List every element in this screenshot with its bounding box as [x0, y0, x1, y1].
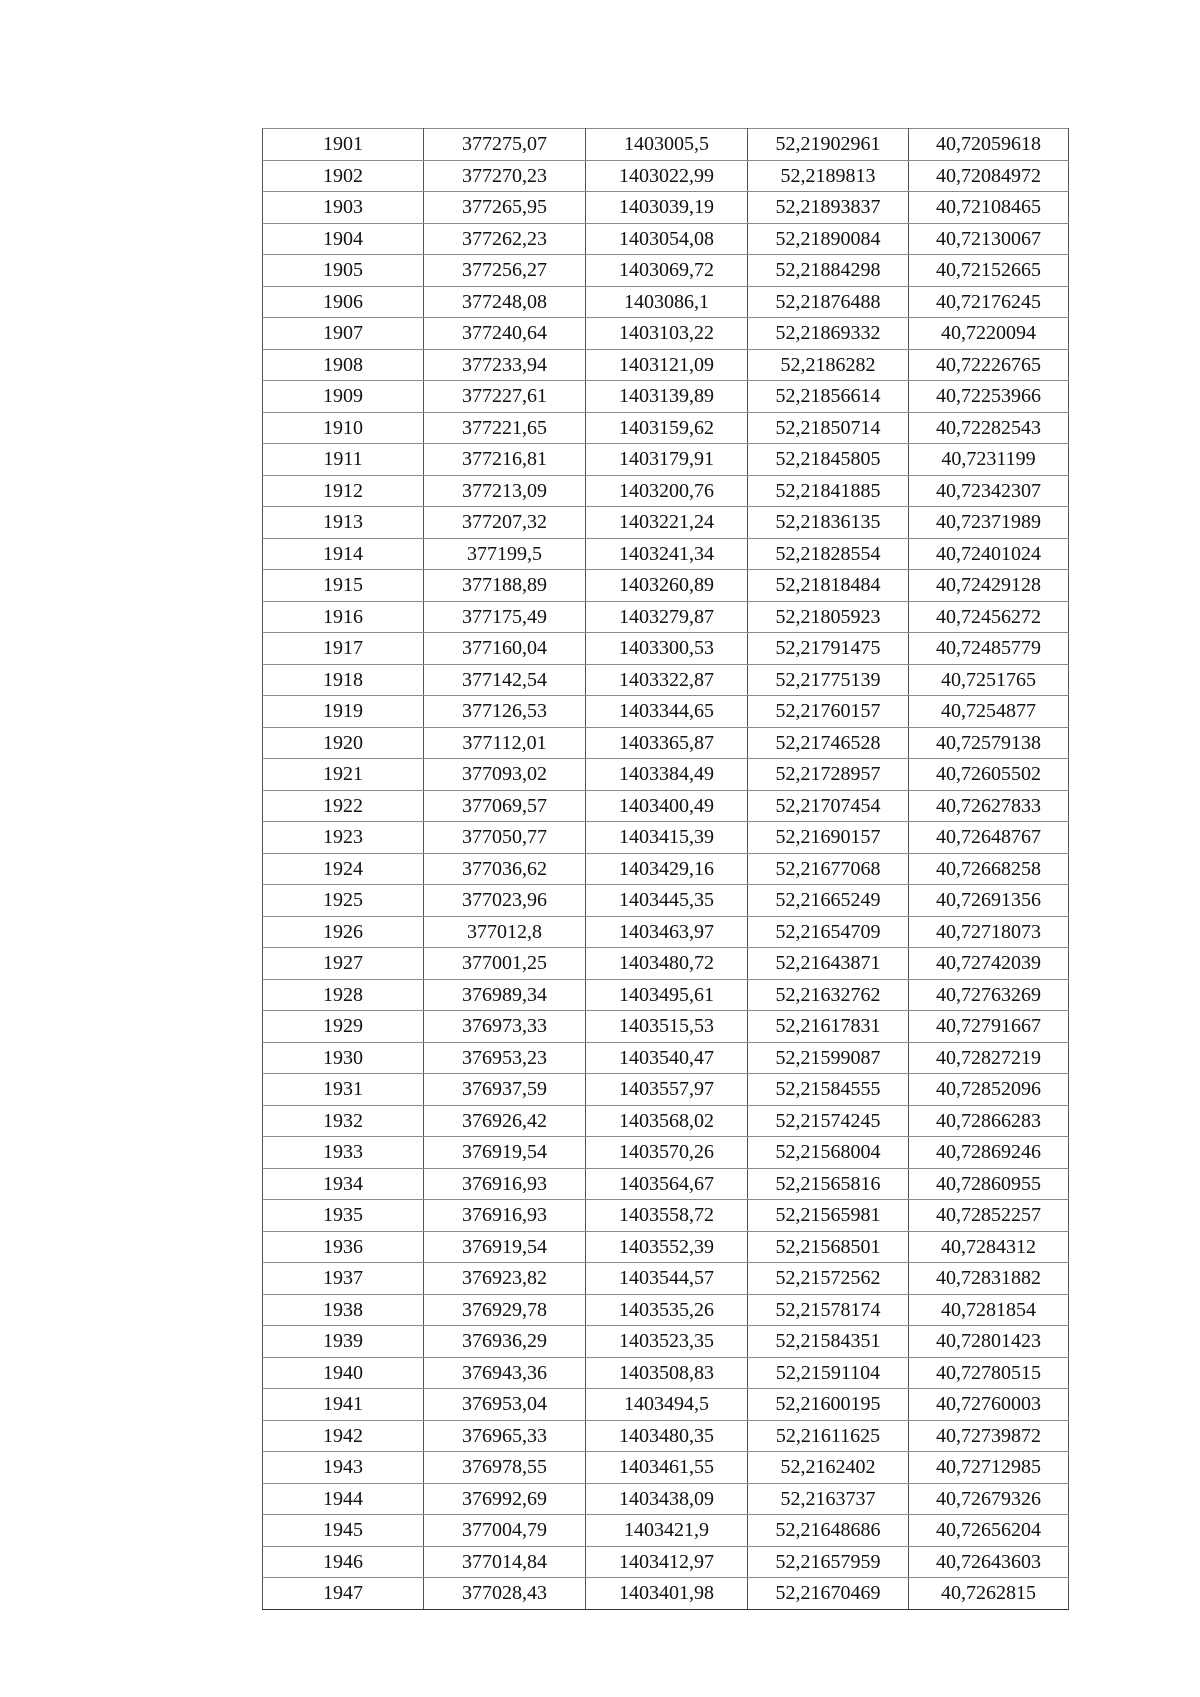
y-coordinate-cell: 1403461,55 — [586, 1452, 748, 1484]
table-row — [263, 570, 1069, 602]
x-coordinate-cell: 376923,82 — [424, 1263, 586, 1295]
longitude-cell: 40,72760003 — [909, 1389, 1069, 1421]
y-coordinate-cell: 1403540,47 — [586, 1042, 748, 1074]
y-coordinate-cell: 1403480,35 — [586, 1420, 748, 1452]
point-number-cell: 1921 — [263, 759, 424, 791]
table-row — [263, 1389, 1069, 1421]
x-coordinate-cell: 377262,23 — [424, 223, 586, 255]
point-number-cell: 1911 — [263, 444, 424, 476]
point-number-cell: 1935 — [263, 1200, 424, 1232]
table-row — [263, 1200, 1069, 1232]
point-number-cell: 1908 — [263, 349, 424, 381]
x-coordinate-cell: 376989,34 — [424, 979, 586, 1011]
table-row — [263, 916, 1069, 948]
table-row — [263, 633, 1069, 665]
y-coordinate-cell: 1403384,49 — [586, 759, 748, 791]
point-number-cell: 1945 — [263, 1515, 424, 1547]
longitude-cell: 40,7251765 — [909, 664, 1069, 696]
longitude-cell: 40,72718073 — [909, 916, 1069, 948]
latitude-cell: 52,21568004 — [748, 1137, 909, 1169]
latitude-cell: 52,21876488 — [748, 286, 909, 318]
point-number-cell: 1939 — [263, 1326, 424, 1358]
longitude-cell: 40,72869246 — [909, 1137, 1069, 1169]
latitude-cell: 52,21643871 — [748, 948, 909, 980]
longitude-cell: 40,72371989 — [909, 507, 1069, 539]
point-number-cell: 1938 — [263, 1294, 424, 1326]
longitude-cell: 40,72866283 — [909, 1105, 1069, 1137]
latitude-cell: 52,21869332 — [748, 318, 909, 350]
longitude-cell: 40,7284312 — [909, 1231, 1069, 1263]
longitude-cell: 40,72691356 — [909, 885, 1069, 917]
y-coordinate-cell: 1403568,02 — [586, 1105, 748, 1137]
table-row — [263, 1452, 1069, 1484]
table-row — [263, 790, 1069, 822]
x-coordinate-cell: 377012,8 — [424, 916, 586, 948]
x-coordinate-cell: 377112,01 — [424, 727, 586, 759]
point-number-cell: 1907 — [263, 318, 424, 350]
x-coordinate-cell: 377069,57 — [424, 790, 586, 822]
table-row — [263, 979, 1069, 1011]
x-coordinate-cell: 377227,61 — [424, 381, 586, 413]
table-row — [263, 349, 1069, 381]
y-coordinate-cell: 1403495,61 — [586, 979, 748, 1011]
y-coordinate-cell: 1403535,26 — [586, 1294, 748, 1326]
latitude-cell: 52,21565816 — [748, 1168, 909, 1200]
latitude-cell: 52,21574245 — [748, 1105, 909, 1137]
y-coordinate-cell: 1403086,1 — [586, 286, 748, 318]
longitude-cell: 40,72108465 — [909, 192, 1069, 224]
x-coordinate-cell: 376937,59 — [424, 1074, 586, 1106]
y-coordinate-cell: 1403557,97 — [586, 1074, 748, 1106]
x-coordinate-cell: 376919,54 — [424, 1231, 586, 1263]
longitude-cell: 40,7220094 — [909, 318, 1069, 350]
latitude-cell: 52,21884298 — [748, 255, 909, 287]
point-number-cell: 1927 — [263, 948, 424, 980]
point-number-cell: 1917 — [263, 633, 424, 665]
y-coordinate-cell: 1403005,5 — [586, 129, 748, 161]
latitude-cell: 52,21828554 — [748, 538, 909, 570]
point-number-cell: 1944 — [263, 1483, 424, 1515]
longitude-cell: 40,72780515 — [909, 1357, 1069, 1389]
latitude-cell: 52,21648686 — [748, 1515, 909, 1547]
x-coordinate-cell: 377233,94 — [424, 349, 586, 381]
table-row — [263, 1042, 1069, 1074]
table-row — [263, 286, 1069, 318]
point-number-cell: 1902 — [263, 160, 424, 192]
latitude-cell: 52,21836135 — [748, 507, 909, 539]
longitude-cell: 40,72648767 — [909, 822, 1069, 854]
y-coordinate-cell: 1403241,34 — [586, 538, 748, 570]
table-row — [263, 381, 1069, 413]
x-coordinate-cell: 377142,54 — [424, 664, 586, 696]
latitude-cell: 52,21584351 — [748, 1326, 909, 1358]
x-coordinate-cell: 376978,55 — [424, 1452, 586, 1484]
latitude-cell: 52,21893837 — [748, 192, 909, 224]
y-coordinate-cell: 1403400,49 — [586, 790, 748, 822]
x-coordinate-cell: 377001,25 — [424, 948, 586, 980]
x-coordinate-cell: 376936,29 — [424, 1326, 586, 1358]
table-row — [263, 129, 1069, 161]
point-number-cell: 1946 — [263, 1546, 424, 1578]
y-coordinate-cell: 1403279,87 — [586, 601, 748, 633]
x-coordinate-cell: 377036,62 — [424, 853, 586, 885]
point-number-cell: 1943 — [263, 1452, 424, 1484]
latitude-cell: 52,21845805 — [748, 444, 909, 476]
longitude-cell: 40,72852257 — [909, 1200, 1069, 1232]
y-coordinate-cell: 1403260,89 — [586, 570, 748, 602]
point-number-cell: 1906 — [263, 286, 424, 318]
y-coordinate-cell: 1403401,98 — [586, 1578, 748, 1610]
point-number-cell: 1934 — [263, 1168, 424, 1200]
y-coordinate-cell: 1403515,53 — [586, 1011, 748, 1043]
point-number-cell: 1942 — [263, 1420, 424, 1452]
y-coordinate-cell: 1403322,87 — [586, 664, 748, 696]
x-coordinate-cell: 376953,04 — [424, 1389, 586, 1421]
y-coordinate-cell: 1403480,72 — [586, 948, 748, 980]
longitude-cell: 40,72763269 — [909, 979, 1069, 1011]
longitude-cell: 40,7231199 — [909, 444, 1069, 476]
longitude-cell: 40,72712985 — [909, 1452, 1069, 1484]
table-row — [263, 1074, 1069, 1106]
y-coordinate-cell: 1403022,99 — [586, 160, 748, 192]
longitude-cell: 40,72130067 — [909, 223, 1069, 255]
point-number-cell: 1936 — [263, 1231, 424, 1263]
point-number-cell: 1925 — [263, 885, 424, 917]
table-row — [263, 1546, 1069, 1578]
x-coordinate-cell: 377014,84 — [424, 1546, 586, 1578]
point-number-cell: 1941 — [263, 1389, 424, 1421]
point-number-cell: 1901 — [263, 129, 424, 161]
y-coordinate-cell: 1403544,57 — [586, 1263, 748, 1295]
point-number-cell: 1915 — [263, 570, 424, 602]
longitude-cell: 40,72791667 — [909, 1011, 1069, 1043]
y-coordinate-cell: 1403300,53 — [586, 633, 748, 665]
latitude-cell: 52,21746528 — [748, 727, 909, 759]
longitude-cell: 40,72852096 — [909, 1074, 1069, 1106]
table-row — [263, 885, 1069, 917]
x-coordinate-cell: 377207,32 — [424, 507, 586, 539]
longitude-cell: 40,7262815 — [909, 1578, 1069, 1610]
x-coordinate-cell: 377275,07 — [424, 129, 586, 161]
table-row — [263, 948, 1069, 980]
longitude-cell: 40,72401024 — [909, 538, 1069, 570]
x-coordinate-cell: 377175,49 — [424, 601, 586, 633]
latitude-cell: 52,21670469 — [748, 1578, 909, 1610]
y-coordinate-cell: 1403054,08 — [586, 223, 748, 255]
point-number-cell: 1937 — [263, 1263, 424, 1295]
point-number-cell: 1924 — [263, 853, 424, 885]
table-row — [263, 1011, 1069, 1043]
y-coordinate-cell: 1403139,89 — [586, 381, 748, 413]
x-coordinate-cell: 377256,27 — [424, 255, 586, 287]
latitude-cell: 52,21791475 — [748, 633, 909, 665]
y-coordinate-cell: 1403039,19 — [586, 192, 748, 224]
point-number-cell: 1926 — [263, 916, 424, 948]
longitude-cell: 40,72668258 — [909, 853, 1069, 885]
y-coordinate-cell: 1403429,16 — [586, 853, 748, 885]
point-number-cell: 1932 — [263, 1105, 424, 1137]
table-row — [263, 507, 1069, 539]
table-row — [263, 1168, 1069, 1200]
y-coordinate-cell: 1403415,39 — [586, 822, 748, 854]
latitude-cell: 52,21707454 — [748, 790, 909, 822]
point-number-cell: 1913 — [263, 507, 424, 539]
latitude-cell: 52,21760157 — [748, 696, 909, 728]
latitude-cell: 52,21632762 — [748, 979, 909, 1011]
longitude-cell: 40,72282543 — [909, 412, 1069, 444]
x-coordinate-cell: 376965,33 — [424, 1420, 586, 1452]
point-number-cell: 1931 — [263, 1074, 424, 1106]
latitude-cell: 52,21578174 — [748, 1294, 909, 1326]
longitude-cell: 40,72084972 — [909, 160, 1069, 192]
x-coordinate-cell: 376992,69 — [424, 1483, 586, 1515]
y-coordinate-cell: 1403159,62 — [586, 412, 748, 444]
point-number-cell: 1923 — [263, 822, 424, 854]
latitude-cell: 52,21654709 — [748, 916, 909, 948]
longitude-cell: 40,72342307 — [909, 475, 1069, 507]
x-coordinate-cell: 377270,23 — [424, 160, 586, 192]
y-coordinate-cell: 1403421,9 — [586, 1515, 748, 1547]
x-coordinate-cell: 376943,36 — [424, 1357, 586, 1389]
x-coordinate-cell: 377216,81 — [424, 444, 586, 476]
latitude-cell: 52,21591104 — [748, 1357, 909, 1389]
longitude-cell: 40,72253966 — [909, 381, 1069, 413]
point-number-cell: 1919 — [263, 696, 424, 728]
table-row — [263, 822, 1069, 854]
longitude-cell: 40,72226765 — [909, 349, 1069, 381]
y-coordinate-cell: 1403221,24 — [586, 507, 748, 539]
longitude-cell: 40,72579138 — [909, 727, 1069, 759]
point-number-cell: 1947 — [263, 1578, 424, 1610]
longitude-cell: 40,7254877 — [909, 696, 1069, 728]
longitude-cell: 40,72627833 — [909, 790, 1069, 822]
point-number-cell: 1918 — [263, 664, 424, 696]
x-coordinate-cell: 376926,42 — [424, 1105, 586, 1137]
point-number-cell: 1916 — [263, 601, 424, 633]
x-coordinate-cell: 377023,96 — [424, 885, 586, 917]
latitude-cell: 52,2162402 — [748, 1452, 909, 1484]
x-coordinate-cell: 377188,89 — [424, 570, 586, 602]
table-row — [263, 759, 1069, 791]
y-coordinate-cell: 1403179,91 — [586, 444, 748, 476]
table-row — [263, 1420, 1069, 1452]
point-number-cell: 1930 — [263, 1042, 424, 1074]
x-coordinate-cell: 377221,65 — [424, 412, 586, 444]
longitude-cell: 40,7281854 — [909, 1294, 1069, 1326]
x-coordinate-cell: 377213,09 — [424, 475, 586, 507]
latitude-cell: 52,2186282 — [748, 349, 909, 381]
point-number-cell: 1928 — [263, 979, 424, 1011]
x-coordinate-cell: 376919,54 — [424, 1137, 586, 1169]
latitude-cell: 52,21665249 — [748, 885, 909, 917]
longitude-cell: 40,72831882 — [909, 1263, 1069, 1295]
longitude-cell: 40,72801423 — [909, 1326, 1069, 1358]
latitude-cell: 52,21690157 — [748, 822, 909, 854]
latitude-cell: 52,21611625 — [748, 1420, 909, 1452]
y-coordinate-cell: 1403463,97 — [586, 916, 748, 948]
table-row — [263, 1515, 1069, 1547]
latitude-cell: 52,21568501 — [748, 1231, 909, 1263]
table-row — [263, 1105, 1069, 1137]
latitude-cell: 52,21902961 — [748, 129, 909, 161]
table-row — [263, 696, 1069, 728]
table-row — [263, 1578, 1069, 1610]
x-coordinate-cell: 376929,78 — [424, 1294, 586, 1326]
x-coordinate-cell: 377265,95 — [424, 192, 586, 224]
point-number-cell: 1909 — [263, 381, 424, 413]
longitude-cell: 40,72643603 — [909, 1546, 1069, 1578]
table-row — [263, 1483, 1069, 1515]
point-number-cell: 1910 — [263, 412, 424, 444]
table-row — [263, 1263, 1069, 1295]
latitude-cell: 52,2189813 — [748, 160, 909, 192]
x-coordinate-cell: 377050,77 — [424, 822, 586, 854]
y-coordinate-cell: 1403445,35 — [586, 885, 748, 917]
y-coordinate-cell: 1403365,87 — [586, 727, 748, 759]
point-number-cell: 1922 — [263, 790, 424, 822]
latitude-cell: 52,21775139 — [748, 664, 909, 696]
y-coordinate-cell: 1403069,72 — [586, 255, 748, 287]
y-coordinate-cell: 1403552,39 — [586, 1231, 748, 1263]
table-row — [263, 601, 1069, 633]
x-coordinate-cell: 376953,23 — [424, 1042, 586, 1074]
x-coordinate-cell: 376916,93 — [424, 1168, 586, 1200]
longitude-cell: 40,72827219 — [909, 1042, 1069, 1074]
latitude-cell: 52,21600195 — [748, 1389, 909, 1421]
y-coordinate-cell: 1403558,72 — [586, 1200, 748, 1232]
table-row — [263, 223, 1069, 255]
latitude-cell: 52,21572562 — [748, 1263, 909, 1295]
y-coordinate-cell: 1403494,5 — [586, 1389, 748, 1421]
table-row — [263, 853, 1069, 885]
x-coordinate-cell: 377160,04 — [424, 633, 586, 665]
point-number-cell: 1903 — [263, 192, 424, 224]
longitude-cell: 40,72656204 — [909, 1515, 1069, 1547]
table-row — [263, 1357, 1069, 1389]
x-coordinate-cell: 376916,93 — [424, 1200, 586, 1232]
table-row — [263, 664, 1069, 696]
latitude-cell: 52,21657959 — [748, 1546, 909, 1578]
y-coordinate-cell: 1403200,76 — [586, 475, 748, 507]
latitude-cell: 52,21805923 — [748, 601, 909, 633]
table-row — [263, 192, 1069, 224]
table-row — [263, 727, 1069, 759]
latitude-cell: 52,21584555 — [748, 1074, 909, 1106]
latitude-cell: 52,21565981 — [748, 1200, 909, 1232]
latitude-cell: 52,21677068 — [748, 853, 909, 885]
y-coordinate-cell: 1403412,97 — [586, 1546, 748, 1578]
table-row — [263, 444, 1069, 476]
x-coordinate-cell: 377028,43 — [424, 1578, 586, 1610]
longitude-cell: 40,72739872 — [909, 1420, 1069, 1452]
table-row — [263, 160, 1069, 192]
latitude-cell: 52,21617831 — [748, 1011, 909, 1043]
table-row — [263, 1294, 1069, 1326]
longitude-cell: 40,72176245 — [909, 286, 1069, 318]
latitude-cell: 52,21890084 — [748, 223, 909, 255]
point-number-cell: 1914 — [263, 538, 424, 570]
x-coordinate-cell: 377093,02 — [424, 759, 586, 791]
point-number-cell: 1940 — [263, 1357, 424, 1389]
y-coordinate-cell: 1403344,65 — [586, 696, 748, 728]
table-row — [263, 538, 1069, 570]
longitude-cell: 40,72456272 — [909, 601, 1069, 633]
point-number-cell: 1904 — [263, 223, 424, 255]
longitude-cell: 40,72152665 — [909, 255, 1069, 287]
latitude-cell: 52,21841885 — [748, 475, 909, 507]
latitude-cell: 52,21728957 — [748, 759, 909, 791]
latitude-cell: 52,21818484 — [748, 570, 909, 602]
latitude-cell: 52,2163737 — [748, 1483, 909, 1515]
table-row — [263, 1231, 1069, 1263]
point-number-cell: 1929 — [263, 1011, 424, 1043]
latitude-cell: 52,21850714 — [748, 412, 909, 444]
longitude-cell: 40,72059618 — [909, 129, 1069, 161]
longitude-cell: 40,72605502 — [909, 759, 1069, 791]
coordinates-table — [262, 128, 1069, 1610]
x-coordinate-cell: 376973,33 — [424, 1011, 586, 1043]
table-row — [263, 1326, 1069, 1358]
coordinates-table-body — [263, 129, 1069, 1610]
x-coordinate-cell: 377199,5 — [424, 538, 586, 570]
y-coordinate-cell: 1403103,22 — [586, 318, 748, 350]
x-coordinate-cell: 377240,64 — [424, 318, 586, 350]
x-coordinate-cell: 377004,79 — [424, 1515, 586, 1547]
latitude-cell: 52,21599087 — [748, 1042, 909, 1074]
y-coordinate-cell: 1403564,67 — [586, 1168, 748, 1200]
longitude-cell: 40,72742039 — [909, 948, 1069, 980]
y-coordinate-cell: 1403121,09 — [586, 349, 748, 381]
point-number-cell: 1933 — [263, 1137, 424, 1169]
longitude-cell: 40,72679326 — [909, 1483, 1069, 1515]
point-number-cell: 1912 — [263, 475, 424, 507]
table-row — [263, 1137, 1069, 1169]
latitude-cell: 52,21856614 — [748, 381, 909, 413]
table-row — [263, 318, 1069, 350]
y-coordinate-cell: 1403438,09 — [586, 1483, 748, 1515]
longitude-cell: 40,72860955 — [909, 1168, 1069, 1200]
point-number-cell: 1905 — [263, 255, 424, 287]
longitude-cell: 40,72485779 — [909, 633, 1069, 665]
table-row — [263, 412, 1069, 444]
point-number-cell: 1920 — [263, 727, 424, 759]
y-coordinate-cell: 1403570,26 — [586, 1137, 748, 1169]
y-coordinate-cell: 1403508,83 — [586, 1357, 748, 1389]
table-row — [263, 475, 1069, 507]
x-coordinate-cell: 377126,53 — [424, 696, 586, 728]
y-coordinate-cell: 1403523,35 — [586, 1326, 748, 1358]
table-row — [263, 255, 1069, 287]
longitude-cell: 40,72429128 — [909, 570, 1069, 602]
x-coordinate-cell: 377248,08 — [424, 286, 586, 318]
